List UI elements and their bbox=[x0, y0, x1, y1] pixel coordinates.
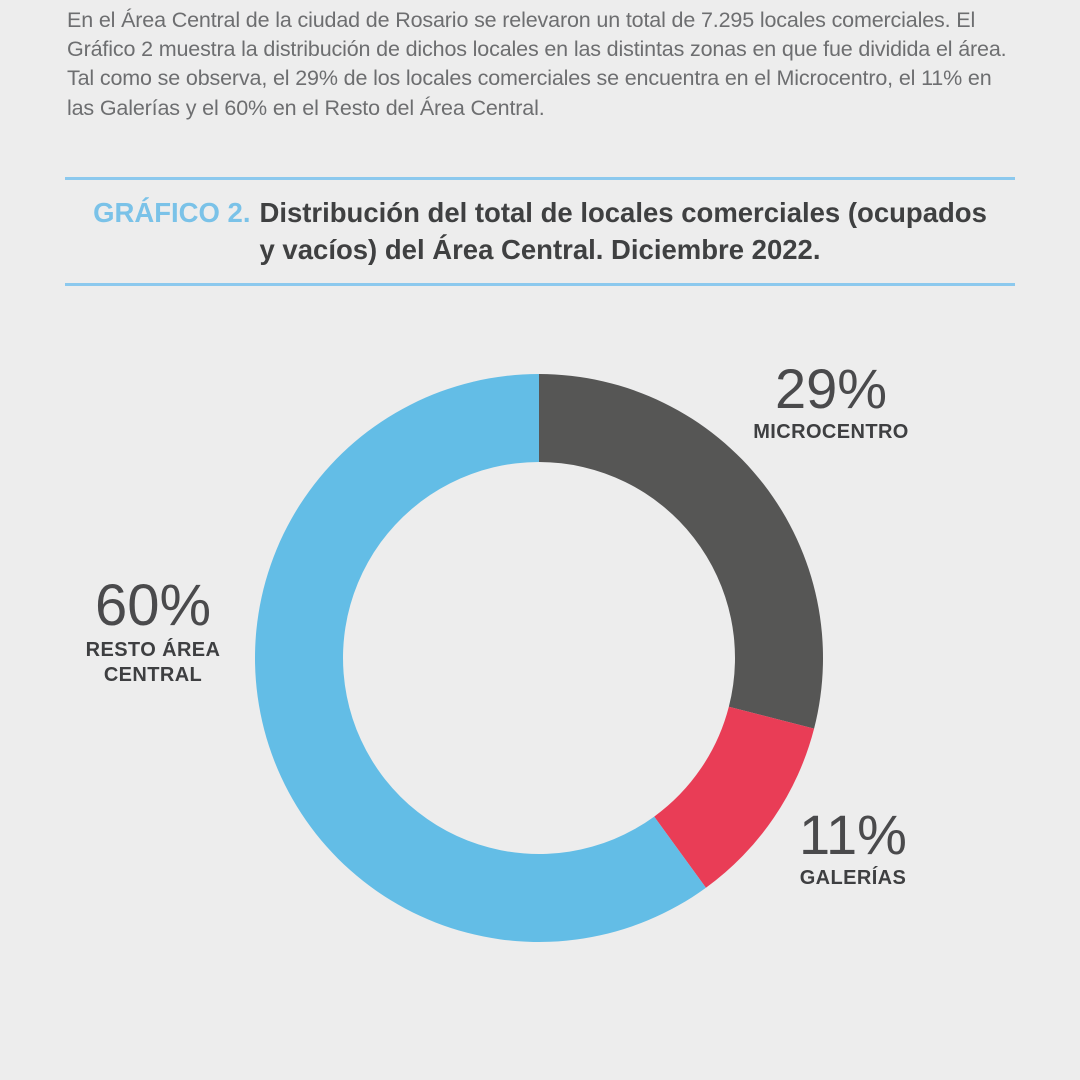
label-microcentro bbox=[741, 357, 921, 445]
resto-area-central-percent: 60% bbox=[94, 573, 212, 638]
chart-title-text: Distribución del total de locales comerciales (ocupados y vacíos) del Área Central. Diciembre 2022. bbox=[259, 197, 987, 265]
chart-title-prefix: GRÁFICO 2. bbox=[93, 197, 251, 229]
label-galerias bbox=[768, 803, 938, 891]
microcentro-name: MICROCENTRO bbox=[753, 421, 909, 444]
microcentro-percent: 29% bbox=[774, 357, 888, 420]
label-resto-area-central bbox=[58, 573, 248, 688]
resto-area-central-name: RESTO ÁREA CENTRAL bbox=[85, 639, 221, 687]
galerias-percent: 11% bbox=[799, 803, 907, 866]
intro-paragraph: En el Área Central de la ciudad de Rosario se relevaron un total de 7.295 locales comerciales. El Gráfico 2 muestra la distribución de dichos locales en las distintas zonas en que fue dividida el área. Tal como se observa, el 29% de los locales comerciales se encuentra en el Microcentro, el 11% en las Galerías y el 60% en el Resto del Área Central. bbox=[67, 8, 1007, 120]
galerias-name: GALERÍAS bbox=[799, 867, 907, 890]
